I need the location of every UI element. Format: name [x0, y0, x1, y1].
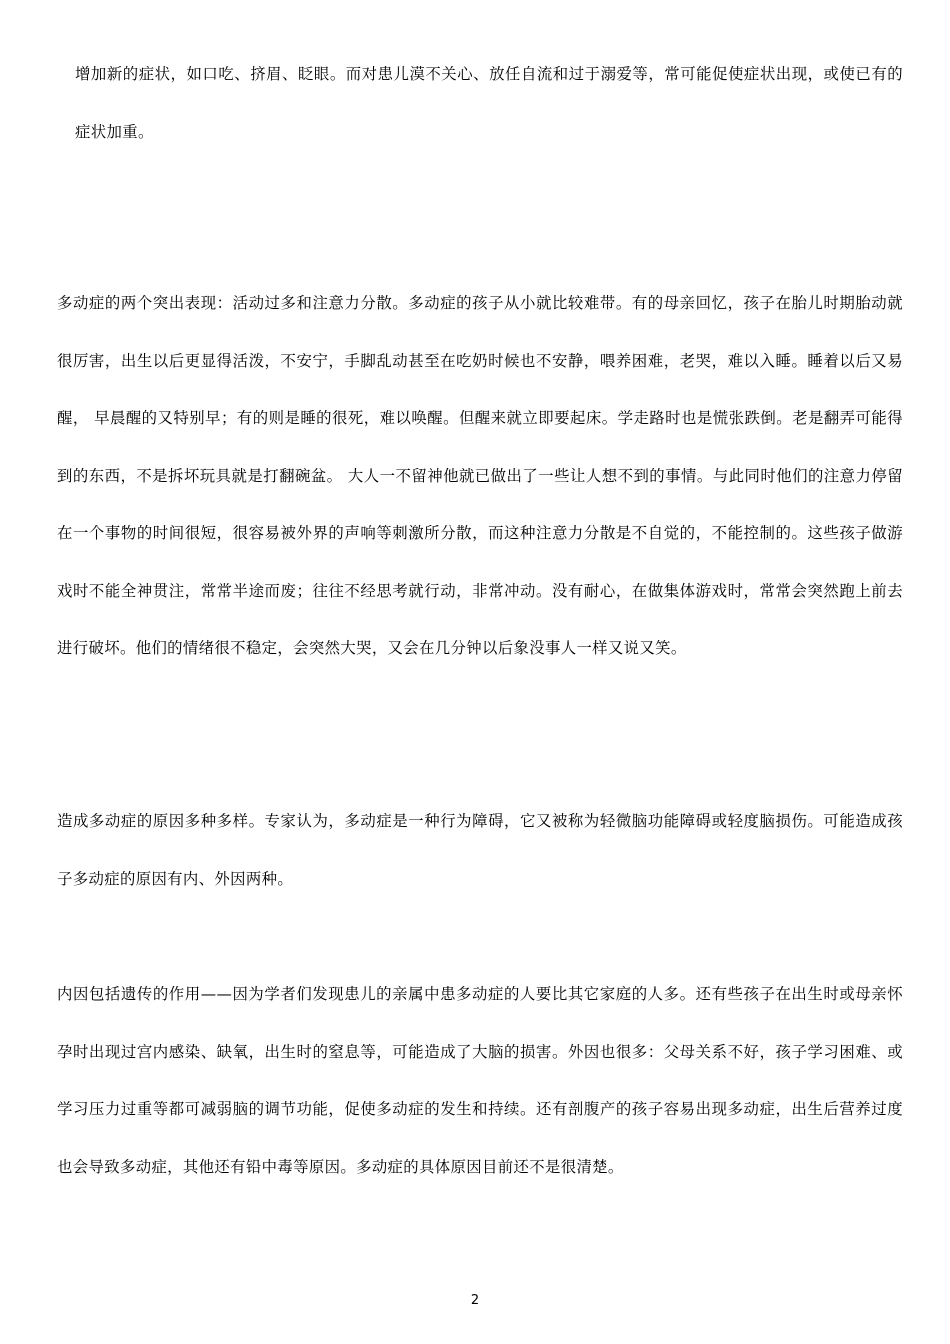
page-number: 2: [470, 1293, 480, 1308]
paragraph-internal-external-causes: 内因包括遗传的作用——因为学者们发现患儿的亲属中患多动症的人要比其它家庭的人多。还有些孩子在出生时或母亲怀孕时出现过宫内感染、缺氧，出生时的窒息等，可能造成了大脑的损害。外因也很多：父母关系不好，孩子学习困难、或学习压力过重等都可减弱脑的调节功能，促使多动症的发生和持续。还有剖腹产的孩子容易出现多动症，出生后营养过度也会导致多动症，其他还有铅中毒等原因。多动症的具体原因目前还不是很清楚。: [57, 985, 903, 1176]
paragraph-main-manifestations: 多动症的两个突出表现：活动过多和注意力分散。多动症的孩子从小就比较难带。有的母亲回忆，孩子在胎儿时期胎动就很厉害，出生以后更显得活泼，不安宁，手脚乱动甚至在吃奶时候也不安静，喂养困难，老哭，难以入睡。睡着以后又易醒， 早晨醒的又特别早；有的则是睡的很死，难以唤醒。但醒来就立即要起床。学走路时也是慌张跌倒。老是翻弄可能得到的东西，不是拆坏玩具就是打翻碗盆。 大人一不留神他就已做出了一些让人想不到的事情。与此同时他们的注意力停留在一个事物的时间很短，很容易被外界的声响等刺激所分散，而这种注意力分散是不自觉的，不能控制的。这些孩子做游戏时不能全神贯注，常常半途而废；往往不经思考就行动，非常冲动。没有耐心，在做集体游戏时，常常会突然跑上前去进行破坏。他们的情绪很不稳定，会突然大哭，又会在几分钟以后象没事人一样又说又笑。: [57, 294, 903, 657]
paragraph-symptom-aggravation: 增加新的症状，如口吃、挤眉、眨眼。而对患儿漠不关心、放任自流和过于溺爱等，常可能促使症状出现，或使已有的症状加重。: [75, 65, 903, 141]
paragraph-causes-overview: 造成多动症的原因多种多样。专家认为，多动症是一种行为障碍，它又被称为轻微脑功能障碍或轻度脑损伤。可能造成孩子多动症的原因有内、外因两种。: [57, 812, 903, 888]
